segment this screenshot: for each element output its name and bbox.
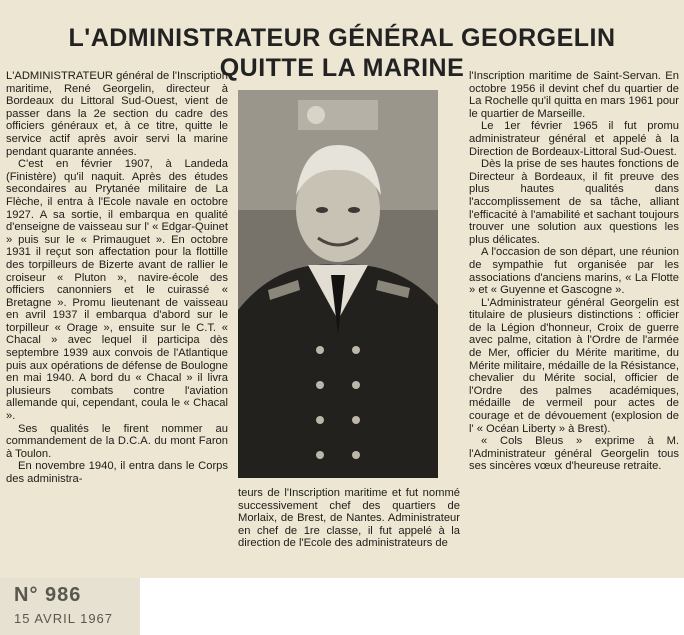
article-paragraph: A l'occasion de son départ, une réunion de sympathie fut organisée par les associations d'anciens marins, « La Flotte » et « Guyenne et Gascogne ». [469, 246, 679, 297]
article-paragraph: Dès la prise de ses hautes fonctions de Directeur à Bordeaux, il fit preuve des plus hautes qualités dans l'accomplissement de sa tâche, alliant l'efficacité à l'amabilité et sachant toujours trouver une solution aux questions les plus délicates. [469, 158, 679, 246]
article-column-3 [469, 70, 679, 575]
article-paragraph: l'Inscription maritime de Saint-Servan. En octobre 1956 il devint chef du quartier de La Rochelle qu'il quitta en mars 1961 pour le quartier de Marseille. [469, 70, 679, 120]
article-paragraph: L'ADMINISTRATEUR général de l'Inscription maritime, René Georgelin, directeur à Bordeaux du Littoral Sud-Ouest, vient de passer dans la 2e section du cadre des officiers généraux et, à ce titre, quitte le service actif après avoir servi la marine pendant quarante années. [6, 70, 228, 158]
article-column-2 [238, 487, 460, 577]
issue-date: 15 AVRIL 1967 [14, 611, 114, 626]
article-paragraph: C'est en février 1907, à Landeda (Finistère) qu'il naquit. Après des études secondaires au Prytanée militaire de La Flèche, il entra à l'Ecole navale en octobre 1927. A sa sortie, il embarqua en qualité d'enseigne de vaisseau sur l' « Edgar-Quinet » puis sur le « Primauguet ». En octobre 1931 il reçut son affectation pour la flottille des torpilleurs de Bizerte avant de rallier le croiseur « Pluton », navire-école des officiers canonniers et le cuirassé « Bretagne ». Promu lieutenant de vaisseau en avril 1937 il embarqua d'abord sur le torpilleur « Orage », ensuite sur le C.T. « Chacal » avec lequel il participa dès septembre 1939 aux convois de l'Atlantique puis aux opérations de défense de Boulogne en mai 1940. A bord du « Chacal » il livra plusieurs combats contre l'aviation allemande qui, cependant, coula le « Chacal ». [6, 158, 228, 423]
portrait-photo [238, 90, 438, 478]
blank-margin [140, 578, 684, 635]
article-paragraph: teurs de l'Inscription maritime et fut nommé successivement chef des quartiers de Morlaix, de Brest, de Nantes. Administrateur en chef de 1re classe, il fut appelé à la direction de l'Ecole des administrateurs de [238, 487, 460, 550]
issue-box [0, 578, 140, 635]
article-paragraph: L'Administrateur général Georgelin est titulaire de plusieurs distinctions : officier de la Légion d'honneur, Croix de guerre avec palme, citation à l'Ordre de l'armée de Mer, officier du Mérite maritime, du Mérite militaire, médaille de la Résistance, chevalier du Mérite social, officier de l'Ordre des palmes académiques, médaille de vermeil pour actes de courage et de dévouement (explosion de l' « Océan Liberty » à Brest). [469, 296, 679, 435]
portrait-illustration [238, 90, 438, 478]
article-paragraph: En novembre 1940, il entra dans le Corps des administra- [6, 460, 228, 485]
article-paragraph: Le 1er février 1965 il fut promu administrateur général et appelé à la Direction de Bordeaux-Littoral Sud-Ouest. [469, 120, 679, 158]
article-column-1 [6, 70, 228, 570]
issue-number: N° 986 [14, 584, 82, 606]
article-paragraph: Ses qualités le firent nommer au commandement de la D.C.A. du mont Faron à Toulon. [6, 422, 228, 460]
headline-line-2: QUITTE LA MARINE [219, 53, 465, 82]
headline-line-1: L'ADMINISTRATEUR GÉNÉRAL GEORGELIN [68, 23, 616, 52]
article-paragraph: « Cols Bleus » exprime à M. l'Administrateur général Georgelin tous ses sincères vœux d'heureuse retraite. [469, 435, 679, 473]
